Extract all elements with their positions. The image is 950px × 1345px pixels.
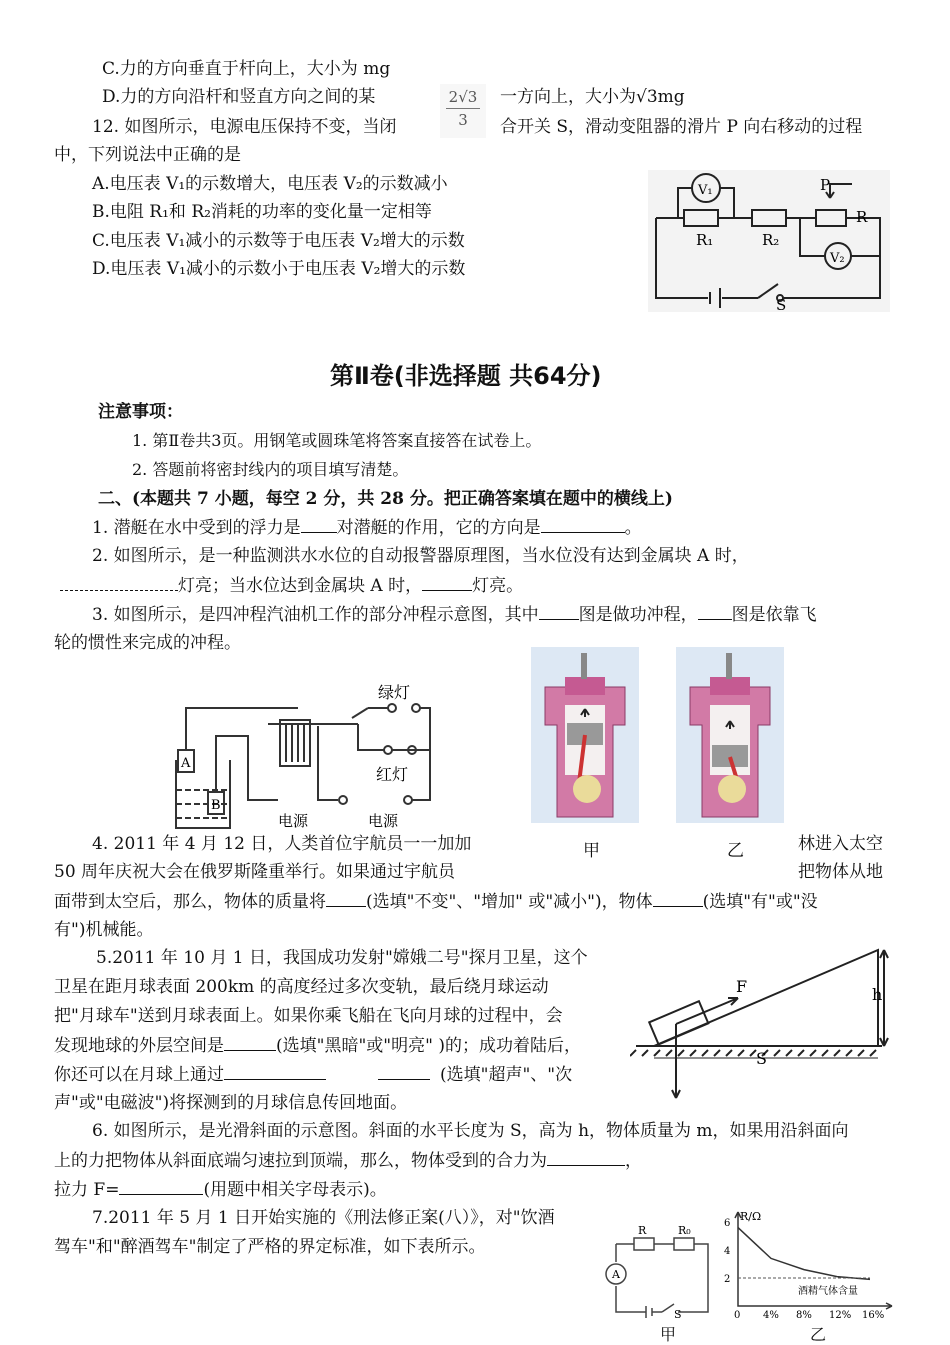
v2-label: V₂: [830, 251, 845, 266]
q6-blank-1[interactable]: [547, 1149, 625, 1166]
sensor-r-label: R: [638, 1224, 647, 1237]
q1-part-b: 对潜艇的作用，它的方向是: [336, 518, 541, 538]
section-title: 第Ⅱ卷(非选择题 共64分): [330, 362, 602, 390]
q12-stem-part1: 12. 如图所示，电源电压保持不变，当闭: [92, 117, 397, 137]
q2-line-1: 2. 如图所示，是一种监测洪水水位的自动报警器原理图，当水位没有达到金属块 A 时，: [92, 546, 749, 566]
q5-part-a: 发现地球的外层空间是: [54, 1036, 224, 1056]
q3-blank-2[interactable]: [698, 603, 732, 620]
chart-x-tick-label: 16%: [862, 1310, 885, 1320]
q4-part-b: (选填"不变"、"增加" 或"减小")，物体: [366, 892, 653, 912]
length-s-label: S: [756, 1049, 767, 1068]
ammeter-label: A: [612, 1268, 620, 1281]
block-a-label: A: [181, 756, 191, 771]
q4-blank-2[interactable]: [653, 890, 703, 907]
chart-curve-label: 酒精气体含量: [798, 1286, 858, 1297]
q5-line-5: [54, 1063, 572, 1086]
power-label-1: 电源: [278, 812, 309, 830]
q5-line-4: [54, 1034, 581, 1057]
green-light-label: 绿灯: [378, 683, 411, 702]
q4-part-a: 面带到太空后，那么，物体的质量将: [54, 892, 326, 912]
chart-x-tick-label: 0: [734, 1310, 741, 1320]
sensor-circuit-caption: 甲: [660, 1325, 677, 1344]
q6-part-d: (用题中相关字母表示)。: [203, 1180, 387, 1200]
q4-line-1-right: 林进入太空: [798, 834, 883, 854]
p-label: P: [820, 176, 831, 194]
q2-blank-2[interactable]: [422, 574, 472, 591]
q5-part-c: 你还可以在月球上通过: [54, 1065, 224, 1085]
q1-part-c: 。: [624, 518, 642, 538]
chart-x-tick-label: 12%: [829, 1310, 852, 1320]
r1-label: R₁: [696, 231, 714, 249]
force-f-label: F: [736, 977, 748, 996]
engine-stroke-right: [676, 647, 784, 823]
q5-part-b: (选填"黑暗"或"明亮" )的；成功着陆后，: [276, 1036, 581, 1056]
q12-stem-line2: 中，下列说法中正确的是: [54, 145, 241, 165]
q5-line-6: 声"或"电磁波")将探测到的月球信息传回地面。: [54, 1093, 408, 1113]
q3-line-2: 轮的惯性来完成的冲程。: [54, 633, 241, 653]
q3-part-a: 3. 如图所示，是四冲程汽油机工作的部分冲程示意图，其中: [92, 605, 539, 625]
sensor-resistance-chart: [720, 1206, 900, 1320]
q11-option-c: C.力的方向垂直于杆向上，大小为 mg: [102, 59, 391, 79]
q12-option-c: C.电压表 V₁减小的示数等于电压表 V₂增大的示数: [92, 231, 465, 251]
q6-line-2: [54, 1149, 642, 1172]
fraction-image: [440, 84, 486, 138]
q1-blank-2[interactable]: [541, 516, 625, 533]
q5-blank-3[interactable]: [378, 1063, 430, 1080]
q6-part-c: 拉力 F=: [54, 1180, 120, 1200]
height-h-label: h: [872, 985, 883, 1004]
chart-y-tick-label: 2: [724, 1274, 731, 1285]
engine-caption-left: 甲: [583, 841, 600, 861]
q1-part-a: 1. 潜艇在水中受到的浮力是: [92, 518, 301, 538]
q6-blank-2[interactable]: [119, 1178, 203, 1195]
q6-line-1: 6. 如图所示，是光滑斜面的示意图。斜面的水平长度为 S，高为 h，物体质量为 m，如果用沿斜面向: [92, 1121, 849, 1141]
q5-blank-2[interactable]: [224, 1063, 326, 1080]
q11-option-d-part1: D.力的方向沿杆和竖直方向之间的某: [102, 87, 376, 107]
q12-option-b: B.电阻 R₁和 R₂消耗的功率的变化量一定相等: [92, 202, 432, 222]
q4-line-2-right: 把物体从地: [798, 862, 883, 882]
notes-item-2: 2. 答题前将密封线内的项目填写清楚。: [132, 460, 409, 479]
q5-line-1: 5.2011 年 10 月 1 日，我国成功发射"嫦娥二号"探月卫星，这个: [96, 948, 588, 968]
incline-diagram: [630, 940, 892, 1102]
q3-line-1: [92, 603, 817, 626]
fraction-denominator: 3: [458, 111, 468, 129]
engine-caption-right: 乙: [727, 841, 744, 861]
q11-option-d-part2: 一方向上，大小为√3mg: [500, 87, 685, 107]
q1-text: [92, 516, 642, 539]
sensor-graph-caption: 乙: [810, 1325, 827, 1344]
notes-heading: 注意事项：: [98, 402, 183, 422]
flood-alarm-diagram: [168, 680, 438, 830]
power-label-2: 电源: [368, 812, 399, 830]
q1-blank-1[interactable]: [301, 516, 337, 533]
q12-circuit-diagram: [648, 170, 890, 312]
q4-blank-1[interactable]: [326, 890, 366, 907]
chart-y-label: R/Ω: [740, 1210, 762, 1223]
v1-label: V₁: [698, 183, 713, 198]
q4-line-4: 有")机械能。: [54, 920, 154, 940]
q3-blank-1[interactable]: [539, 603, 579, 620]
q3-part-c: 图是依靠飞: [731, 605, 817, 625]
q4-line-2-left: 50 周年庆祝大会在俄罗斯隆重举行。如果通过宇航员: [54, 862, 456, 882]
sensor-circuit-diagram: [604, 1214, 714, 1322]
s-label: S: [776, 296, 787, 312]
q2-part-a: 灯亮；当水位达到金属块 A 时，: [178, 576, 423, 596]
q12-option-d: D.电压表 V₁减小的示数小于电压表 V₂增大的示数: [92, 259, 466, 279]
chart-x-tick-label: 4%: [763, 1310, 779, 1320]
chart-series-line: [738, 1228, 870, 1280]
q5-part-d: (选填"超声"、"次: [440, 1065, 573, 1085]
q12-option-a: A.电压表 V₁的示数增大，电压表 V₂的示数减小: [92, 174, 448, 194]
engine-stroke-left: [531, 647, 639, 823]
sensor-s-label: S: [674, 1308, 682, 1321]
q12-stem-part2: 合开关 S，滑动变阻器的滑片 P 向右移动的过程: [500, 117, 863, 137]
part2-heading: 二、(本题共 7 小题，每空 2 分，共 28 分。把正确答案填在题中的横线上): [98, 489, 673, 509]
r2-label: R₂: [762, 231, 780, 249]
q7-line-1: 7.2011 年 5 月 1 日开始实施的《刑法修正案(八）》，对"饮酒: [92, 1208, 555, 1228]
q2-blank-1[interactable]: [60, 574, 178, 591]
chart-y-tick-label: 4: [724, 1246, 731, 1257]
q5-line-3: 把"月球车"送到月球表面上。如果你乘飞船在飞向月球的过程中，会: [54, 1006, 563, 1026]
q2-line-2: [60, 574, 523, 597]
q7-line-2: 驾车"和"醉酒驾车"制定了严格的界定标准，如下表所示。: [54, 1237, 486, 1257]
q2-part-b: 灯亮。: [472, 576, 524, 596]
q6-part-b: ，: [625, 1151, 642, 1171]
q4-line-1-left: 4. 2011 年 4 月 12 日，人类首位宇航员一一加加: [92, 834, 472, 854]
notes-item-1: 1. 第Ⅱ卷共3页。用钢笔或圆珠笔将答案直接答在试卷上。: [132, 431, 542, 450]
q5-blank-1[interactable]: [224, 1034, 276, 1051]
q6-line-3: [54, 1178, 387, 1201]
q4-line-3: [54, 890, 818, 913]
q3-part-b: 图是做功冲程，: [578, 605, 698, 625]
red-light-label: 红灯: [376, 765, 409, 784]
block-b-label: B: [211, 798, 221, 813]
fraction-numerator: 2√3: [446, 86, 480, 109]
sensor-r0-label: R₀: [678, 1224, 691, 1237]
q6-part-a: 上的力把物体从斜面底端匀速拉到顶端，那么，物体受到的合力为: [54, 1151, 547, 1171]
q4-part-c: (选填"有"或"没: [702, 892, 818, 912]
q5-line-2: 卫星在距月球表面 200km 的高度经过多次变轨，最后绕月球运动: [54, 977, 549, 997]
chart-y-tick-label: 6: [724, 1218, 731, 1229]
chart-x-tick-label: 8%: [796, 1310, 812, 1320]
r-label: R: [856, 208, 868, 226]
